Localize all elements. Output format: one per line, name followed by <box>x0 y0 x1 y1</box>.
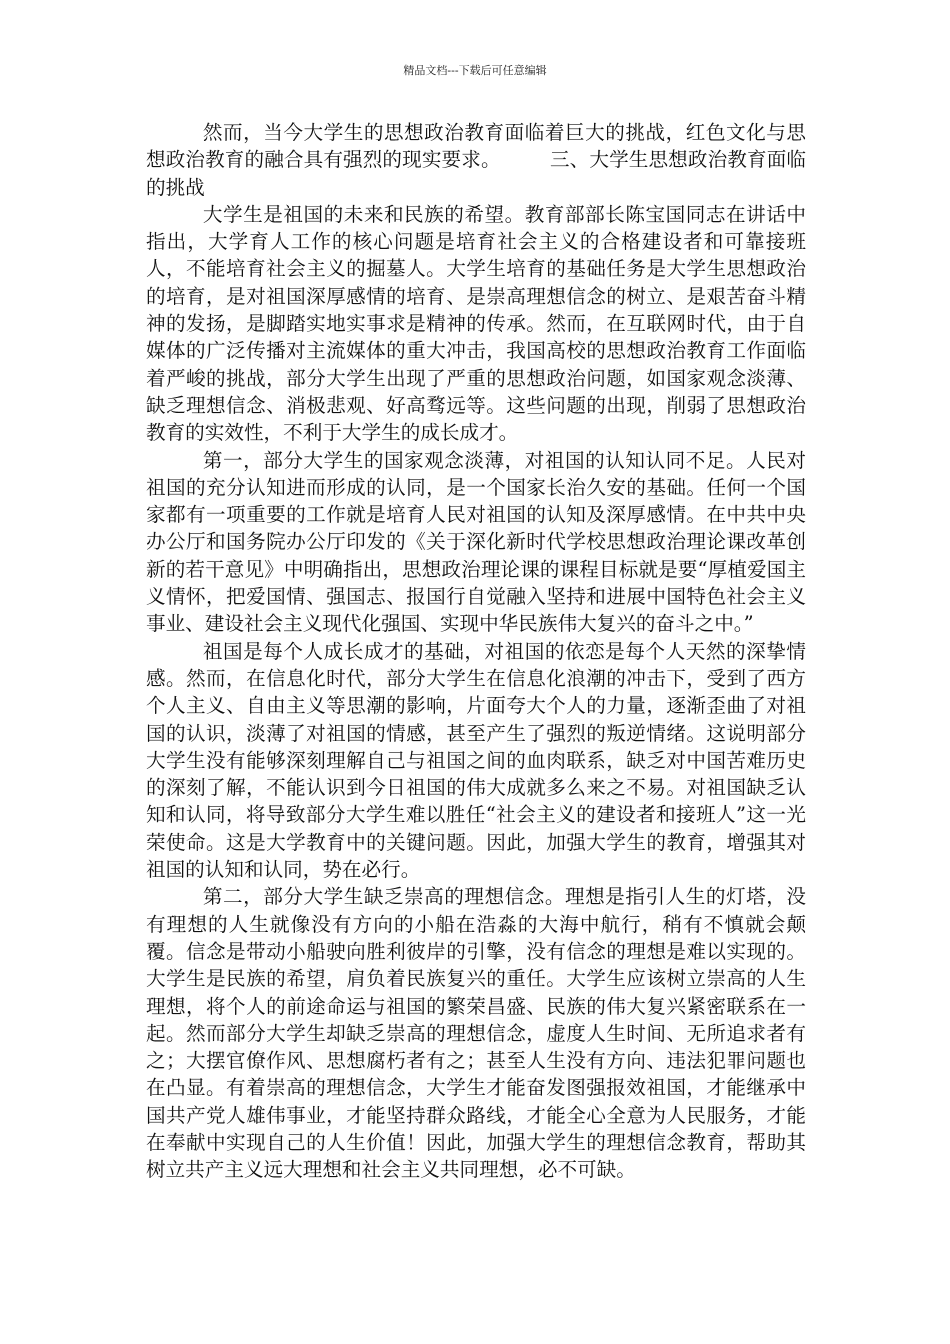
document-body <box>146 119 806 1184</box>
paragraph: 然而，当今大学生的思想政治教育面临着巨大的挑战，红色文化与思想政治教育的融合具有强烈的现实要求。 三、大学生思想政治教育面临的挑战 <box>146 121 806 199</box>
paragraph: 大学生是祖国的未来和民族的希望。教育部部长陈宝国同志在讲话中指出，大学育人工作的核心问题是培育社会主义的合格建设者和可靠接班人，不能培育社会主义的掘墓人。大学生培育的基础任务是大学生思想政治的培育，是对祖国深厚感情的培育、是崇高理想信念的树立、是艰苦奋斗精神的发扬，是脚踏实地实事求是精神的传承。然而，在互联网时代，由于自媒体的广泛传播对主流媒体的重大冲击，我国高校的思想政治教育工作面临着严峻的挑战，部分大学生出现了严重的思想政治问题，如国家观念淡薄、缺乏理想信念、消极悲观、好高骛远等。这些问题的出现，削弱了思想政治教育的实效性，不利于大学生的成长成才。 <box>146 202 806 445</box>
page-header: 精品文档---下载后可任意编辑 <box>403 64 547 77</box>
paragraph: 第一，部分大学生的国家观念淡薄，对祖国的认知认同不足。人民对祖国的充分认知进而形成的认同，是一个国家长治久安的基础。任何一个国家都有一项重要的工作就是培育人民对祖国的认知及深厚感情。在中共中央办公厅和国务院办公厅印发的《关于深化新时代学校思想政治理论课改革创新的若干意见》中明确指出，思想政治理论课的课程目标就是要“厚植爱国主义情怀，把爱国情、强国志、报国行自觉融入坚持和进展中国特色社会主义事业、建设社会主义现代化强国、实现中华民族伟大复兴的奋斗之中。” <box>146 448 806 636</box>
paragraph: 祖国是每个人成长成才的基础，对祖国的依恋是每个人天然的深挚情感。然而，在信息化时代，部分大学生在信息化浪潮的冲击下，受到了西方个人主义、自由主义等思潮的影响，片面夸大个人的力量，逐渐歪曲了对祖国的认识，淡薄了对祖国的情感，甚至产生了强烈的叛逆情绪。这说明部分大学生没有能够深刻理解自己与祖国之间的血肉联系，缺乏对中国苦难历史的深刻了解，不能认识到今日祖国的伟大成就多么来之不易。对祖国缺乏认知和认同，将导致部分大学生难以胜任“社会主义的建设者和接班人”这一光荣使命。这是大学教育中的关键问题。因此，加强大学生的教育，增强其对祖国的认知和认同，势在必行。 <box>146 639 806 882</box>
paragraph: 第二，部分大学生缺乏崇高的理想信念。理想是指引人生的灯塔，没有理想的人生就像没有方向的小船在浩淼的大海中航行，稍有不慎就会颠覆。信念是带动小船驶向胜利彼岸的引擎，没有信念的理想是难以实现的。大学生是民族的希望，肩负着民族复兴的重任。大学生应该树立崇高的人生理想，将个人的前途命运与祖国的繁荣昌盛、民族的伟大复兴紧密联系在一起。然而部分大学生却缺乏崇高的理想信念，虚度人生时间、无所追求者有之；大摆官僚作风、思想腐朽者有之；甚至人生没有方向、违法犯罪问题也在凸显。有着崇高的理想信念，大学生才能奋发图强报效祖国，才能继承中国共产党人雄伟事业，才能坚持群众路线，才能全心全意为人民服务，才能在奉献中实现自己的人生价值！因此，加强大学生的理想信念教育，帮助其树立共产主义远大理想和社会主义共同理想，必不可缺。 <box>146 885 806 1182</box>
